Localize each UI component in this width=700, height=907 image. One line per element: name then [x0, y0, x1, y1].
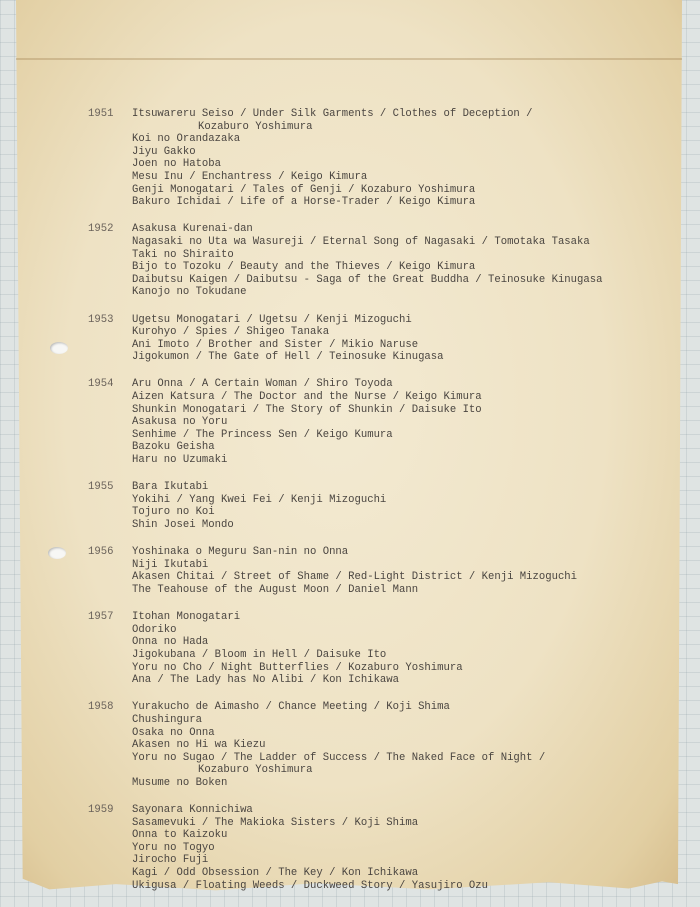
year-block — [88, 611, 678, 687]
film-entry: Akasen no Hi wa Kiezu — [132, 739, 266, 752]
film-entry: Senhime / The Princess Sen / Keigo Kumura — [132, 428, 393, 441]
film-entry: Odoriko — [132, 623, 177, 636]
film-entry: Bazoku Geisha — [132, 441, 215, 454]
year-block — [88, 546, 678, 596]
film-entry: Asakusa Kurenai-dan — [132, 223, 253, 236]
film-entry: Bara Ikutabi — [132, 481, 209, 494]
film-entry: Jigokubana / Bloom in Hell / Daisuke Ito — [132, 648, 387, 661]
year-label: 1956 — [88, 546, 114, 559]
film-entry: Haru no Uzumaki — [132, 454, 228, 467]
film-entry: Asakusa no Yoru — [132, 416, 228, 429]
film-entry: Koi no Orandazaka — [132, 133, 241, 146]
film-entry: Ana / The Lady has No Alibi / Kon Ichikawa — [132, 674, 400, 687]
film-entry: Kurohyo / Spies / Shigeo Tanaka — [132, 326, 330, 339]
year-block — [88, 701, 678, 789]
film-entry: Akasen Chitai / Street of Shame / Red-Light District / Kenji Mizoguchi — [132, 571, 578, 584]
punch-hole — [48, 547, 66, 559]
film-entry: Bakuro Ichidai / Life of a Horse-Trader / Keigo Kimura — [132, 196, 476, 209]
film-entry: Ani Imoto / Brother and Sister / Mikio Naruse — [132, 338, 419, 351]
year-label: 1957 — [88, 611, 114, 624]
year-label: 1953 — [88, 313, 114, 326]
year-label: 1951 — [88, 108, 114, 120]
film-entry: Kanojo no Tokudane — [132, 286, 247, 299]
film-entry: Yurakucho de Aimasho / Chance Meeting / Koji Shima — [132, 701, 450, 714]
film-entry: Itsuwareru Seiso / Under Silk Garments / Clothes of Deception / — [132, 108, 533, 120]
film-entry: Onna to Kaizoku — [132, 829, 228, 842]
film-entry: The Teahouse of the August Moon / Daniel Mann — [132, 583, 419, 596]
film-entry: Musume no Boken — [132, 776, 228, 789]
year-label: 1958 — [88, 701, 114, 714]
film-entry: Ukigusa / Floating Weeds / Duckweed Story / Yasujiro Ozu — [132, 879, 489, 892]
year-label: 1952 — [88, 223, 114, 236]
film-entry: Jirocho Fuji — [132, 854, 209, 867]
film-entry: Yoru no Cho / Night Butterflies / Kozaburo Yoshimura — [132, 661, 463, 674]
year-label: 1959 — [88, 804, 114, 817]
film-entry: Mesu Inu / Enchantress / Keigo Kimura — [132, 170, 368, 183]
year-block — [88, 378, 678, 466]
film-entry: Osaka no Onna — [132, 726, 215, 739]
film-entry: Taki no Shiraito — [132, 248, 234, 261]
film-entry: Jiyu Gakko — [132, 145, 196, 158]
film-entry: Jigokumon / The Gate of Hell / Teinosuke Kinugasa — [132, 351, 444, 364]
film-entry-continuation: Kozaburo Yoshimura — [198, 120, 313, 133]
film-entry: Ugetsu Monogatari / Ugetsu / Kenji Mizoguchi — [132, 313, 412, 326]
film-entry: Aru Onna / A Certain Woman / Shiro Toyoda — [132, 378, 393, 391]
film-entry: Daibutsu Kaigen / Daibutsu - Saga of the Great Buddha / Teinosuke Kinugasa — [132, 273, 603, 286]
year-block — [88, 223, 678, 299]
film-entry: Yoru no Sugao / The Ladder of Success / The Naked Face of Night / — [132, 751, 546, 764]
year-label: 1954 — [88, 378, 114, 391]
filmography-list — [88, 108, 678, 907]
film-entry: Aizen Katsura / The Doctor and the Nurse / Keigo Kimura — [132, 391, 482, 404]
film-entry: Sasamevuki / The Makioka Sisters / Koji Shima — [132, 816, 419, 829]
film-entry: Genji Monogatari / Tales of Genji / Kozaburo Yoshimura — [132, 183, 476, 196]
film-entry: Yokihi / Yang Kwei Fei / Kenji Mizoguchi — [132, 493, 387, 506]
year-label: 1955 — [88, 481, 114, 494]
film-entry: Joen no Hatoba — [132, 158, 222, 171]
film-entry: Itohan Monogatari — [132, 611, 241, 624]
punch-hole — [50, 342, 68, 354]
film-entry: Tojuro no Koi — [132, 506, 215, 519]
film-entry: Kagi / Odd Obsession / The Key / Kon Ichikawa — [132, 867, 419, 880]
film-entry: Niji Ikutabi — [132, 558, 209, 571]
film-entry: Shunkin Monogatari / The Story of Shunkin / Daisuke Ito — [132, 403, 482, 416]
film-entry: Bijo to Tozoku / Beauty and the Thieves / Keigo Kimura — [132, 261, 476, 274]
film-entry: Shin Josei Mondo — [132, 519, 234, 531]
year-block — [88, 481, 678, 531]
year-block — [88, 804, 678, 892]
film-entry: Sayonara Konnichiwa — [132, 804, 253, 817]
year-block — [88, 314, 678, 364]
film-entry-continuation: Kozaburo Yoshimura — [198, 764, 313, 777]
film-entry: Yoru no Togyo — [132, 841, 215, 854]
film-entry: Yoshinaka o Meguru San-nin no Onna — [132, 546, 349, 559]
film-entry: Nagasaki no Uta wa Wasureji / Eternal Song of Nagasaki / Tomotaka Tasaka — [132, 235, 590, 248]
film-entry: Onna no Hada — [132, 636, 209, 649]
year-block — [88, 108, 678, 209]
paper-fold-crease — [16, 58, 682, 60]
film-entry: Chushingura — [132, 713, 202, 726]
